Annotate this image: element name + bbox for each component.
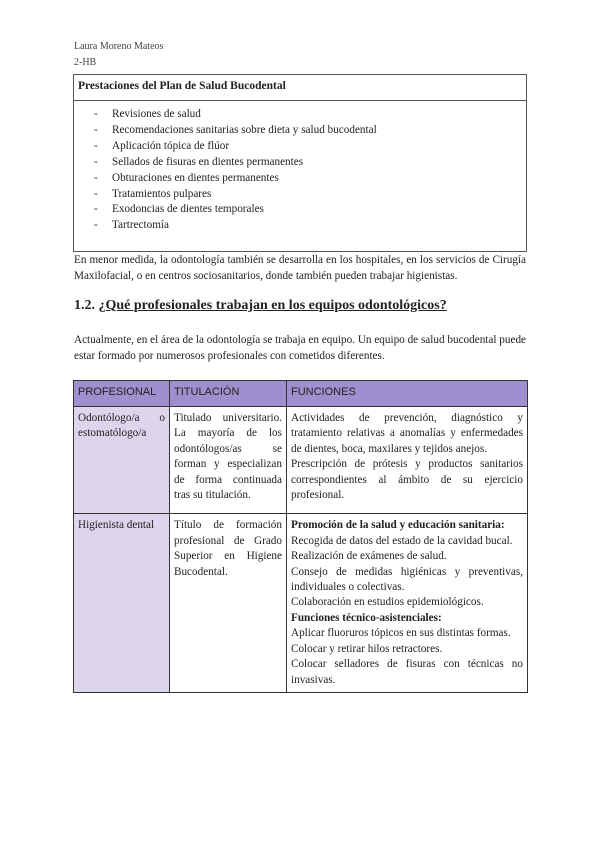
intro-paragraph: En menor medida, la odontología también se desarrolla en los hospitales, en los servicios de Cirugía Maxilofacial, o en centros sociosanitarios, donde también pueden trabajar higienistas. [74,254,526,282]
plan-title-box [73,74,527,101]
funcion-text: Realización de exámenes de salud. [291,550,447,563]
cell-funciones [287,407,528,514]
plan-title: Prestaciones del Plan de Salud Bucodental [78,80,286,92]
professionals-table [73,380,528,693]
table-row [74,407,528,514]
cell-funciones [287,514,528,692]
cell-profesional: Higienista dental [74,514,170,692]
table-row [74,514,528,692]
list-item: - Exodoncias de dientes temporales [94,203,264,216]
plan-items-box [73,100,527,252]
group-code: 2-HB [74,57,97,68]
funcion-text: Recogida de datos del estado de la cavidad bucal. [291,534,513,547]
list-item: - Sellados de fisuras en dientes permanentes [94,155,304,168]
list-item: - Tartrectomía [94,219,169,232]
list-item: - Aplicación tópica de flúor [94,139,230,152]
table-header-row [74,381,528,407]
cell-profesional: Odontólogo/a o estomatólogo/a [74,407,170,514]
funcion-text: Aplicar fluoruros tópicos en sus distintas formas. [291,627,511,640]
funcion-text: Consejo de medidas higiénicas y preventivas, individuales o colectivas. [291,565,523,594]
cell-titulacion: Título de formación profesional de Grado Superior en Higiene Bucodental. [170,514,287,692]
header-funciones: FUNCIONES [287,381,528,407]
author-name: Laura Moreno Mateos [74,41,164,52]
list-item: - Recomendaciones sanitarias sobre dieta y salud bucodental [94,123,377,136]
funcion-text: Prescripción de prótesis y productos sanitarios correspondientes al ámbito de su ejercicio profesional. [291,458,523,502]
funcion-text: Colocar y retirar hilos retractores. [291,642,443,655]
section-number: 1.2. [74,298,95,313]
list-item: - Revisiones de salud [94,108,201,120]
header-profesional: PROFESIONAL [74,381,170,407]
list-item: - Tratamientos pulpares [94,187,212,200]
list-item: - Obturaciones en dientes permanentes [94,171,279,184]
funcion-text: Colaboración en estudios epidemiológicos. [291,596,484,609]
section-paragraph: Actualmente, en el área de la odontología se trabaja en equipo. Un equipo de salud bucodental puede estar formado por numerosos profesionales con cometidos diferentes. [74,334,526,362]
funcion-text: Colocar selladores de fisuras con técnicas no invasivas. [291,658,523,686]
section-heading [74,298,447,314]
funcion-heading: Funciones técnico-asistenciales: [291,611,442,624]
section-title: ¿Qué profesionales trabajan en los equipos odontológicos? [98,298,447,313]
cell-titulacion: Titulado universitario. La mayoría de los odontólogos/as se forman y especializan de forma continuada tras su titulación. [170,407,287,514]
plan-items-list [94,107,522,234]
funcion-heading: Promoción de la salud y educación sanitaria: [291,519,505,532]
funcion-text: Actividades de prevención, diagnóstico y tratamiento relativas a anomalías y enfermedades de dientes, boca, maxilares y tejidos anejos. [291,412,523,455]
header-titulacion: TITULACIÓN [170,381,287,407]
